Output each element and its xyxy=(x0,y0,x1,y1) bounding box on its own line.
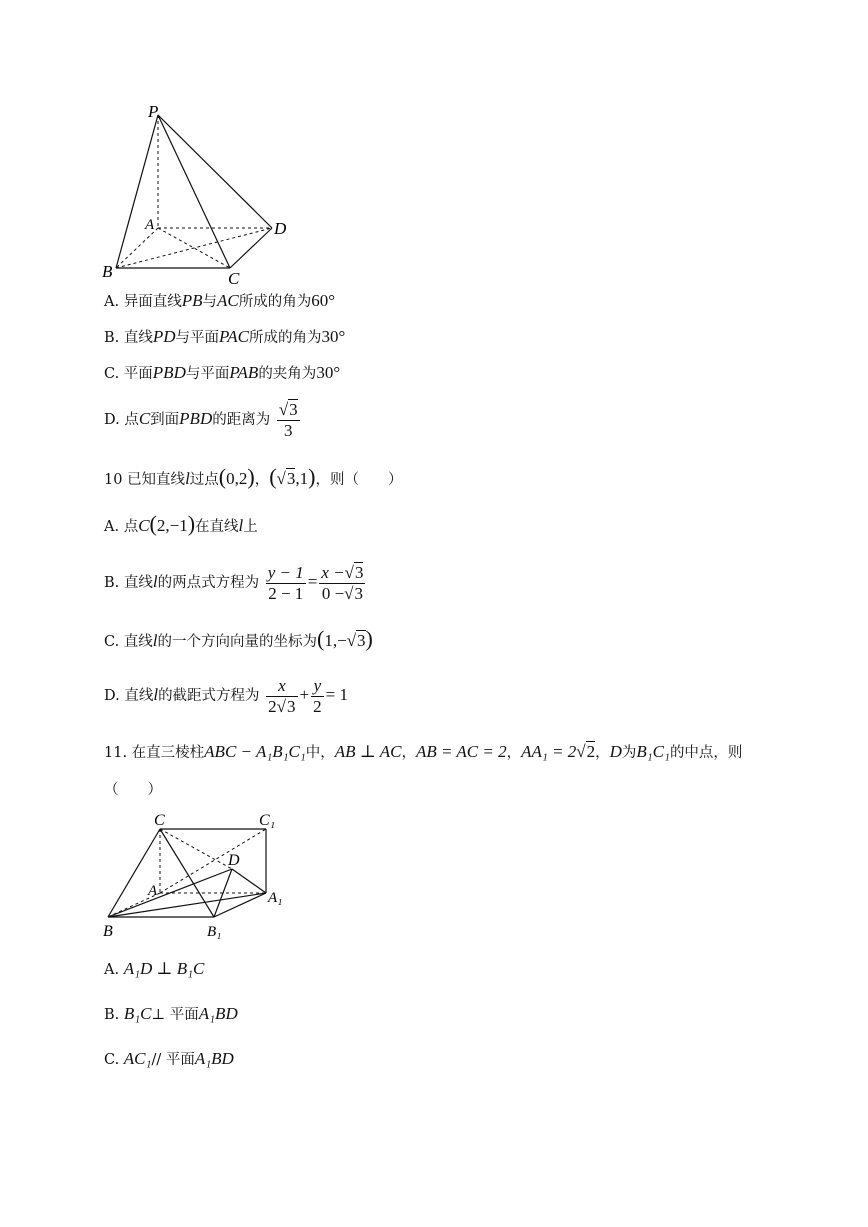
q10-option-d: D. 直线l的截距式方程为 $\frac{x}{2√3}$ + $\frac{y}{2}$ = 1 xyxy=(104,676,348,716)
q10d-fraction-x: $\frac{x}{2√3}$ xyxy=(268,676,296,716)
q10d-fraction-y: $\frac{y}{2}$ xyxy=(313,676,322,716)
q9-option-c: C. 平面PBD与平面PAB的夹角为30° xyxy=(104,363,341,382)
q10b-fraction-right: $\frac{x -√3}{0 -√3}$ xyxy=(321,563,364,603)
fig2-label-b1: B₁ xyxy=(207,924,222,940)
q9-option-b: B. 直线PD与平面PAC所成的角为30° xyxy=(104,327,346,346)
q10-option-c: C. 直线l的一个方向向量的坐标为(1,−√3) xyxy=(104,626,373,651)
fig1-label-c: C xyxy=(228,269,240,288)
q9-option-a: A. 异面直线PB与AC所成的角为60° xyxy=(104,291,336,310)
q11-paren: （ ） xyxy=(104,782,162,798)
fig1-label-d: D xyxy=(274,219,287,238)
fig1-label-p: P xyxy=(148,102,159,121)
q11-option-a: A. A₁D ⊥ B₁C xyxy=(104,959,205,978)
q10-stem: 10 已知直线l过点(0,2)，(√3,1)，则（ ） xyxy=(104,464,403,489)
fig2-label-d: D xyxy=(228,852,240,869)
pyramid-figure xyxy=(0,0,868,290)
q9-option-d: D. 点C到面PBD的距离为 $\frac{√3}{3}$ xyxy=(104,400,298,440)
q11-option-c: C. AC₁// 平面A₁BD xyxy=(104,1049,234,1068)
q11-option-b: B. B₁C⊥ 平面A₁BD xyxy=(104,1004,238,1023)
q10b-fraction-left: $\frac{y - 1}{2 - 1}$ xyxy=(267,563,304,603)
q10-option-b: B. 直线l的两点式方程为 $\frac{y - 1}{2 - 1}$ = $\frac{x -√3}{0 -√3}$ xyxy=(104,563,364,603)
fig2-label-a: A xyxy=(148,883,158,899)
fig1-label-b: B xyxy=(102,262,113,281)
fig2-label-c1: C₁ xyxy=(259,812,276,829)
fig1-label-a: A xyxy=(145,217,155,233)
prism-figure xyxy=(0,805,868,945)
q11-stem: 11. 在直三棱柱ABC − A₁B₁C₁中，AB ⊥ AC，AB = AC = 2，AA₁ = 2√2，D为B₁C₁的中点，则 xyxy=(104,742,743,761)
fig2-label-c: C xyxy=(154,812,165,829)
q9-fraction: $\frac{√3}{3}$ xyxy=(278,400,298,440)
fig2-label-a1: A₁ xyxy=(268,890,283,906)
fig2-label-b: B xyxy=(103,923,113,940)
q10-option-a: A. 点C(2,−1)在直线l上 xyxy=(104,511,258,536)
